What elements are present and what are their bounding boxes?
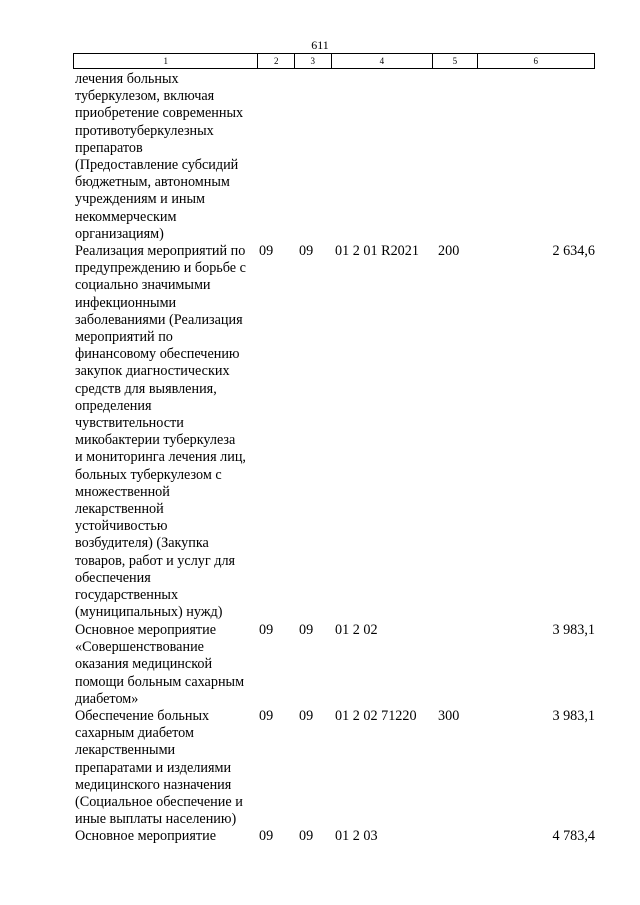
row-description: Основное мероприятие «Совершенствование оказания медицинской помощи больным сахарным диабетом»	[75, 622, 245, 707]
table-row	[0, 828, 640, 848]
row-rz: 09	[259, 243, 274, 259]
row-vr: 200	[438, 243, 460, 259]
row-csr: 01 2 02	[335, 622, 378, 638]
row-description: Реализация мероприятий по предупреждению и борьбе с социально значимыми инфекционными заболеваниями (Реализация мероприятий по финансовому обеспечению закупок диагностических средств для выявления, определения чувствительности микобактерии туберкулеза и мониторинга лечения лиц, больных туберкулезом с множественной лекарственной устойчивостью возбудителя) (Закупка товаров, работ и услуг для обеспечения государственных (муниципальных) нужд)	[75, 243, 246, 621]
row-pr: 09	[299, 828, 314, 844]
header-col-1: 1	[74, 54, 258, 69]
row-description: лечения больных туберкулезом, включая приобретение современных противотуберкулезных препаратов (Предоставление субсидий бюджетным, автономным учреждениям и иным некоммерческим организациям)	[75, 71, 244, 242]
row-vr: 300	[438, 708, 460, 724]
table-row	[0, 71, 640, 243]
row-pr: 09	[299, 243, 314, 259]
table-body	[0, 71, 640, 848]
row-sum: 3 983,1	[552, 622, 595, 638]
row-rz: 09	[259, 828, 274, 844]
row-pr: 09	[299, 622, 314, 638]
row-csr: 01 2 01 R2021	[335, 243, 419, 259]
row-rz: 09	[259, 622, 274, 638]
row-csr: 01 2 03	[335, 828, 378, 844]
table-row	[0, 622, 640, 708]
row-csr: 01 2 02 71220	[335, 708, 417, 724]
row-sum: 2 634,6	[552, 243, 595, 259]
table-row	[0, 243, 640, 622]
table-row	[0, 708, 640, 828]
header-col-6: 6	[477, 54, 594, 69]
page-number: 611	[311, 38, 329, 52]
row-sum: 3 983,1	[552, 708, 595, 724]
row-description: Обеспечение больных сахарным диабетом лекарственными препаратами и изделиями медицинского назначения (Социальное обеспечение и иные выплаты населению)	[75, 708, 243, 828]
header-col-2: 2	[258, 54, 295, 69]
header-col-5: 5	[433, 54, 477, 69]
row-description: Основное мероприятие	[75, 828, 216, 844]
row-rz: 09	[259, 708, 274, 724]
header-col-4: 4	[331, 54, 433, 69]
header-col-3: 3	[294, 54, 331, 69]
table-header	[73, 53, 595, 69]
row-pr: 09	[299, 708, 314, 724]
row-sum: 4 783,4	[552, 828, 595, 844]
